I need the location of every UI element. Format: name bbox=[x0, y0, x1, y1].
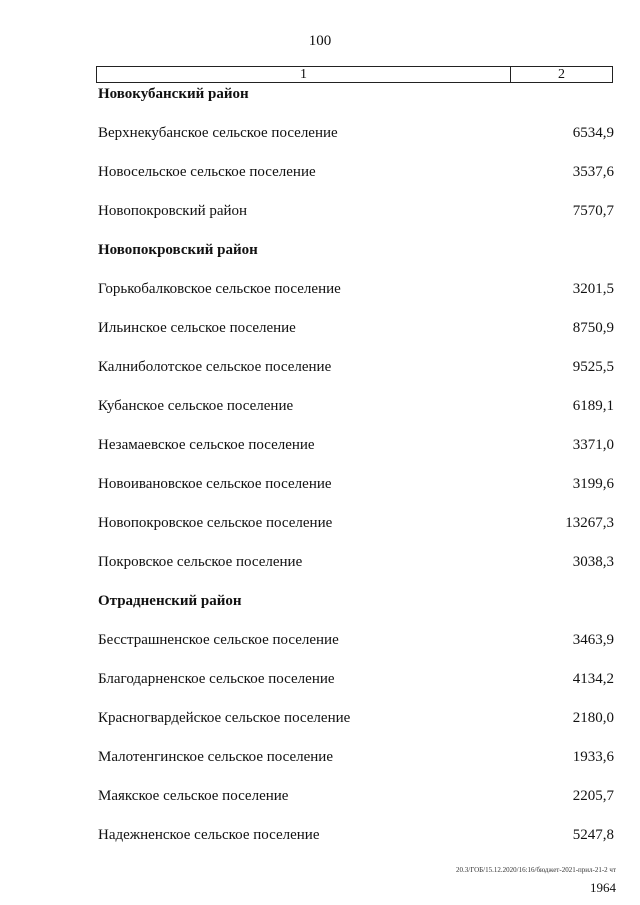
section-row bbox=[98, 591, 614, 611]
table-row bbox=[98, 357, 614, 377]
table-row bbox=[98, 474, 614, 494]
row-label: Калниболотское сельское поселение bbox=[98, 358, 332, 375]
row-label: Маякское сельское поселение bbox=[98, 787, 289, 804]
table-row bbox=[98, 747, 614, 767]
table-row bbox=[98, 786, 614, 806]
row-value: 4134,2 bbox=[572, 670, 614, 687]
row-label: Бесстрашненское сельское поселение bbox=[98, 631, 339, 648]
row-value: 1933,6 bbox=[572, 748, 614, 765]
table-row bbox=[98, 552, 614, 572]
section-row bbox=[98, 84, 614, 104]
table-row bbox=[98, 279, 614, 299]
table-row bbox=[98, 123, 614, 143]
row-value: 13267,3 bbox=[565, 514, 614, 531]
header-col-1: 1 bbox=[97, 67, 511, 82]
row-label: Кубанское сельское поселение bbox=[98, 397, 294, 414]
row-label: Благодарненское сельское поселение bbox=[98, 670, 335, 687]
table-row bbox=[98, 708, 614, 728]
table-row bbox=[98, 201, 614, 221]
section-row bbox=[98, 240, 614, 260]
row-value: 2205,7 bbox=[572, 787, 614, 804]
row-value: 7570,7 bbox=[572, 202, 614, 219]
section-title: Новопокровский район bbox=[98, 241, 258, 258]
row-label: Горькобалковское сельское поселение bbox=[98, 280, 341, 297]
row-label: Верхнекубанское сельское поселение bbox=[98, 124, 338, 141]
row-label: Красногвардейское сельское поселение bbox=[98, 709, 351, 726]
row-label: Новосельское сельское поселение bbox=[98, 163, 316, 180]
page-number: 100 bbox=[308, 33, 332, 49]
header-col-2: 2 bbox=[558, 67, 565, 82]
section-title: Новокубанский район bbox=[98, 85, 249, 102]
row-label: Новопокровское сельское поселение bbox=[98, 514, 333, 531]
row-value: 5247,8 bbox=[572, 826, 614, 843]
row-label: Ильинское сельское поселение bbox=[98, 319, 296, 336]
table-header bbox=[96, 66, 613, 83]
table-row bbox=[98, 435, 614, 455]
document-code: 20.3/ГОБ/15.12.2020/16:16/бюджет-2021-прил-21-2 чт bbox=[456, 866, 616, 874]
row-label: Покровское сельское поселение bbox=[98, 553, 303, 570]
table-row bbox=[98, 513, 614, 533]
row-label: Малотенгинское сельское поселение bbox=[98, 748, 333, 765]
sheet-number: 1964 bbox=[590, 880, 616, 895]
table-row bbox=[98, 318, 614, 338]
row-label: Незамаевское сельское поселение bbox=[98, 436, 315, 453]
row-value: 9525,5 bbox=[572, 358, 614, 375]
row-value: 2180,0 bbox=[572, 709, 614, 726]
row-value: 3371,0 bbox=[572, 436, 614, 453]
row-label: Новопокровский район bbox=[98, 202, 248, 219]
row-label: Новоивановское сельское поселение bbox=[98, 475, 332, 492]
row-value: 6534,9 bbox=[572, 124, 614, 141]
row-value: 3463,9 bbox=[572, 631, 614, 648]
table-row bbox=[98, 630, 614, 650]
table-row bbox=[98, 825, 614, 845]
row-value: 3201,5 bbox=[572, 280, 614, 297]
row-label: Надежненское сельское поселение bbox=[98, 826, 320, 843]
row-value: 3038,3 bbox=[572, 553, 614, 570]
row-value: 6189,1 bbox=[572, 397, 614, 414]
table-row bbox=[98, 669, 614, 689]
row-value: 8750,9 bbox=[572, 319, 614, 336]
table-row bbox=[98, 396, 614, 416]
row-value: 3537,6 bbox=[572, 163, 614, 180]
section-title: Отрадненский район bbox=[98, 592, 242, 609]
row-value: 3199,6 bbox=[572, 475, 614, 492]
table-row bbox=[98, 162, 614, 182]
